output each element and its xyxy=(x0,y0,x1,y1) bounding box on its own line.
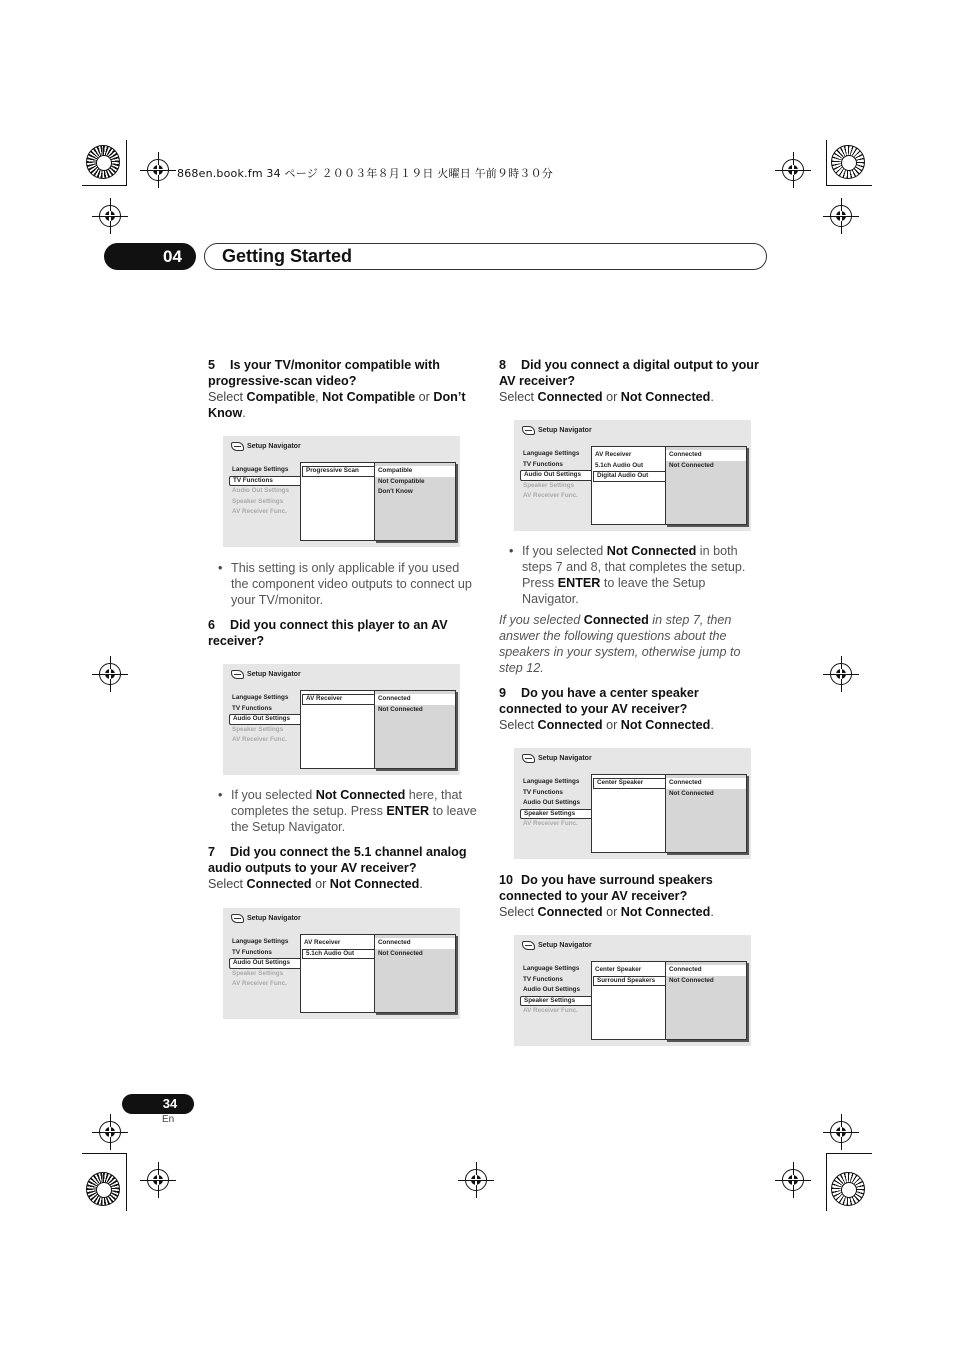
step-7: 7 Did you connect the 5.1 channel analog audio outputs to your AV receiver? Select Connected or Not Connected. xyxy=(208,845,467,891)
crop-line xyxy=(826,185,872,186)
page-language: En xyxy=(162,1114,175,1125)
step-6: 6 Did you connect this player to an AV receiver? xyxy=(208,618,448,648)
registration-mark-icon xyxy=(830,205,852,227)
step-8: 8 Did you connect a digital output to your AV receiver? Select Connected or Not Connected. xyxy=(499,358,759,404)
registration-mark-icon xyxy=(99,205,121,227)
setup-navigator-screen-step5: Setup Navigator Language Settings TV Functions Audio Out Settings Speaker Settings AV Receiver Func. Progressive Scan Compatible Not Compatible Don't Know xyxy=(223,436,460,547)
navigator-icon xyxy=(231,670,244,679)
chapter-number: 04 xyxy=(104,243,196,270)
page-number: 34 xyxy=(122,1094,194,1114)
crop-line xyxy=(126,140,127,186)
crop-line xyxy=(826,1153,872,1154)
step-9: 9 Do you have a center speaker connected to your AV receiver? Select Connected or Not Connected. xyxy=(499,686,714,732)
step-8-note: • If you selected Not Connected in both steps 7 and 8, that completes the setup. Press ENTER to leave the Setup Navigator. xyxy=(509,543,764,607)
setup-navigator-screen-step6: Setup Navigator Language Settings TV Functions Audio Out Settings Speaker Settings AV Receiver Func. AV Receiver Connected Not Connected xyxy=(223,664,460,775)
registration-mark-icon xyxy=(147,1169,169,1191)
navigator-icon xyxy=(522,754,535,763)
crop-line xyxy=(82,185,126,186)
registration-mark-icon xyxy=(99,1121,121,1143)
crop-line xyxy=(826,1153,827,1211)
registration-mark-icon xyxy=(830,1121,852,1143)
step-5: 5 Is your TV/monitor compatible with progressive-scan video? Select Compatible, Not Compatible or Don’t Know. xyxy=(208,358,466,420)
crop-line xyxy=(826,140,827,186)
registration-mark-icon xyxy=(830,663,852,685)
setup-navigator-screen-step8: Setup Navigator Language Settings TV Functions Audio Out Settings Speaker Settings AV Receiver Func. AV Receiver 5.1ch Audio Out Digital Audio Out Connected Not Connected xyxy=(514,420,751,531)
step-10: 10 Do you have surround speakers connected to your AV receiver? Select Connected or Not Connected. xyxy=(499,873,714,919)
setup-navigator-screen-step9: Setup Navigator Language Settings TV Functions Audio Out Settings Speaker Settings AV Receiver Func. Center Speaker Connected Not Connected xyxy=(514,748,751,859)
crop-line xyxy=(82,1153,126,1154)
crop-line xyxy=(126,1153,127,1211)
setup-navigator-screen-step10: Setup Navigator Language Settings TV Functions Audio Out Settings Speaker Settings AV Receiver Func. Center Speaker Surround Speakers Connected Not Connected xyxy=(514,935,751,1046)
step-6-note: • If you selected Not Connected here, that completes the setup. Press ENTER to leave the Setup Navigator. xyxy=(218,787,480,835)
print-mark-star-bottom-right xyxy=(831,1172,865,1206)
speaker-instructions: If you selected Connected in step 7, then answer the following questions about the speakers in your system, otherwise jump to step 12. xyxy=(499,613,741,675)
step-5-note: • This setting is only applicable if you used the component video outputs to connect up your TV/monitor. xyxy=(218,560,478,608)
print-mark-star-top-left xyxy=(86,145,120,179)
navigator-icon xyxy=(522,426,535,435)
navigator-icon xyxy=(231,442,244,451)
registration-mark-icon xyxy=(99,663,121,685)
file-info: 868en.book.fm 34 ページ ２００３年８月１９日 火曜日 午前９時３０分 xyxy=(177,167,553,180)
chapter-title: Getting Started xyxy=(204,243,767,270)
registration-mark-icon xyxy=(465,1169,487,1191)
registration-mark-icon xyxy=(147,159,169,181)
setup-navigator-screen-step7: Setup Navigator Language Settings TV Functions Audio Out Settings Speaker Settings AV Receiver Func. AV Receiver 5.1ch Audio Out Connected Not Connected xyxy=(223,908,460,1019)
navigator-icon xyxy=(522,941,535,950)
print-mark-star-top-right xyxy=(831,145,865,179)
print-mark-star-bottom-left xyxy=(86,1172,120,1206)
registration-mark-icon xyxy=(782,1169,804,1191)
registration-mark-icon xyxy=(782,159,804,181)
navigator-icon xyxy=(231,914,244,923)
